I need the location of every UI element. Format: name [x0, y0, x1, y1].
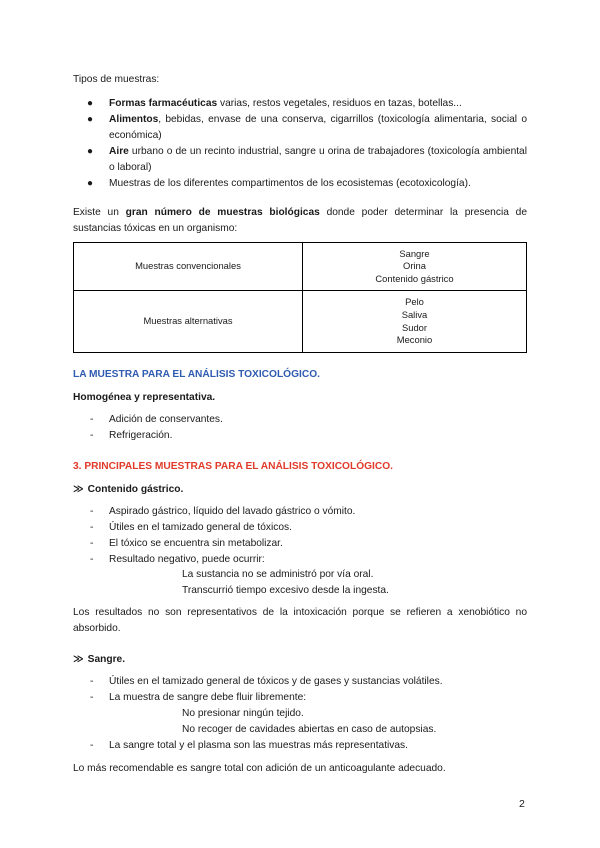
sample-types-list: [73, 96, 527, 192]
page-number: 2: [519, 798, 525, 810]
gastric-heading: ≫ Contenido gástrico.: [73, 484, 184, 495]
table-cell-label: Muestras convencionales: [74, 243, 303, 291]
double-chevron-icon: ≫: [73, 654, 84, 665]
blood-sub-item: No presionar ningún tejido.: [182, 708, 304, 719]
section-heading-sample: LA MUESTRA PARA EL ANÁLISIS TOXICOLÓGICO.: [73, 369, 320, 380]
blood-list-continued: [73, 738, 527, 754]
list-item: - El tóxico se encuentra sin metabolizar.: [90, 538, 283, 549]
bullet-icon: ●: [87, 98, 94, 109]
double-chevron-icon: ≫: [73, 484, 84, 495]
list-item: - Resultado negativo, puede ocurrir:: [90, 554, 265, 565]
blood-list: [73, 674, 527, 706]
list-item: ● Muestras de los diferentes compartimentos de los ecosistemas (ecotoxicología).: [73, 176, 527, 192]
bullet-icon: ●: [87, 178, 94, 189]
table-row: [74, 291, 527, 353]
list-item: - La sangre total y el plasma son las muestras más representativas.: [90, 740, 408, 751]
list-item: - Adición de conservantes.: [90, 414, 223, 425]
table-cell-items: Pelo Saliva Sudor Meconio: [303, 291, 527, 353]
gastric-sub-item: Transcurrió tiempo excesivo desde la ingesta.: [182, 585, 389, 596]
blood-note: Lo más recomendable es sangre total con adición de un anticoagulante adecuado.: [73, 763, 446, 774]
gastric-list: [73, 504, 527, 568]
samples-table: [73, 242, 527, 353]
list-item: - Útiles en el tamizado general de tóxicos.: [90, 522, 292, 533]
list-item: ● Aire urbano o de un recinto industrial, sangre u orina de trabajadores (toxicología ambiental o laboral): [87, 146, 527, 173]
gastric-sub-item: La sustancia no se administró por vía oral.: [182, 569, 374, 580]
blood-sub-item: No recoger de cavidades abiertas en caso de autopsias.: [182, 724, 437, 735]
list-item: - La muestra de sangre debe fluir libremente:: [90, 692, 307, 703]
bullet-icon: ●: [87, 114, 94, 125]
sample-subtitle: Homogénea y representativa.: [73, 392, 216, 403]
list-item: ● Formas farmacéuticas varias, restos vegetales, residuos en tazas, botellas...: [73, 96, 527, 112]
list-item: - Útiles en el tamizado general de tóxicos y de gases y sustancias volátiles.: [90, 676, 443, 687]
bullet-icon: ●: [87, 146, 94, 157]
table-cell-label: Muestras alternativas: [74, 291, 303, 353]
sample-conditions-list: [73, 412, 527, 444]
biological-samples-paragraph: Existe un gran número de muestras biológicas donde poder determinar la presencia de sustancias tóxicas en un organismo:: [73, 207, 527, 234]
gastric-note: Los resultados no son representativos de la intoxicación porque se refieren a xenobiótico no absorbido.: [73, 607, 527, 634]
section-heading-3: 3. PRINCIPALES MUESTRAS PARA EL ANÁLISIS TOXICOLÓGICO.: [73, 461, 393, 472]
sample-types-label: Tipos de muestras:: [73, 74, 160, 85]
list-item: - Refrigeración.: [90, 430, 173, 441]
table-cell-items: Sangre Orina Contenido gástrico: [303, 243, 527, 291]
list-item: - Aspirado gástrico, líquido del lavado gástrico o vómito.: [90, 506, 356, 517]
list-item: ● Alimentos, bebidas, envase de una conserva, cigarrillos (toxicología alimentaria, social o económica): [87, 114, 527, 141]
blood-heading: ≫ Sangre.: [73, 654, 126, 665]
table-row: [74, 243, 527, 291]
